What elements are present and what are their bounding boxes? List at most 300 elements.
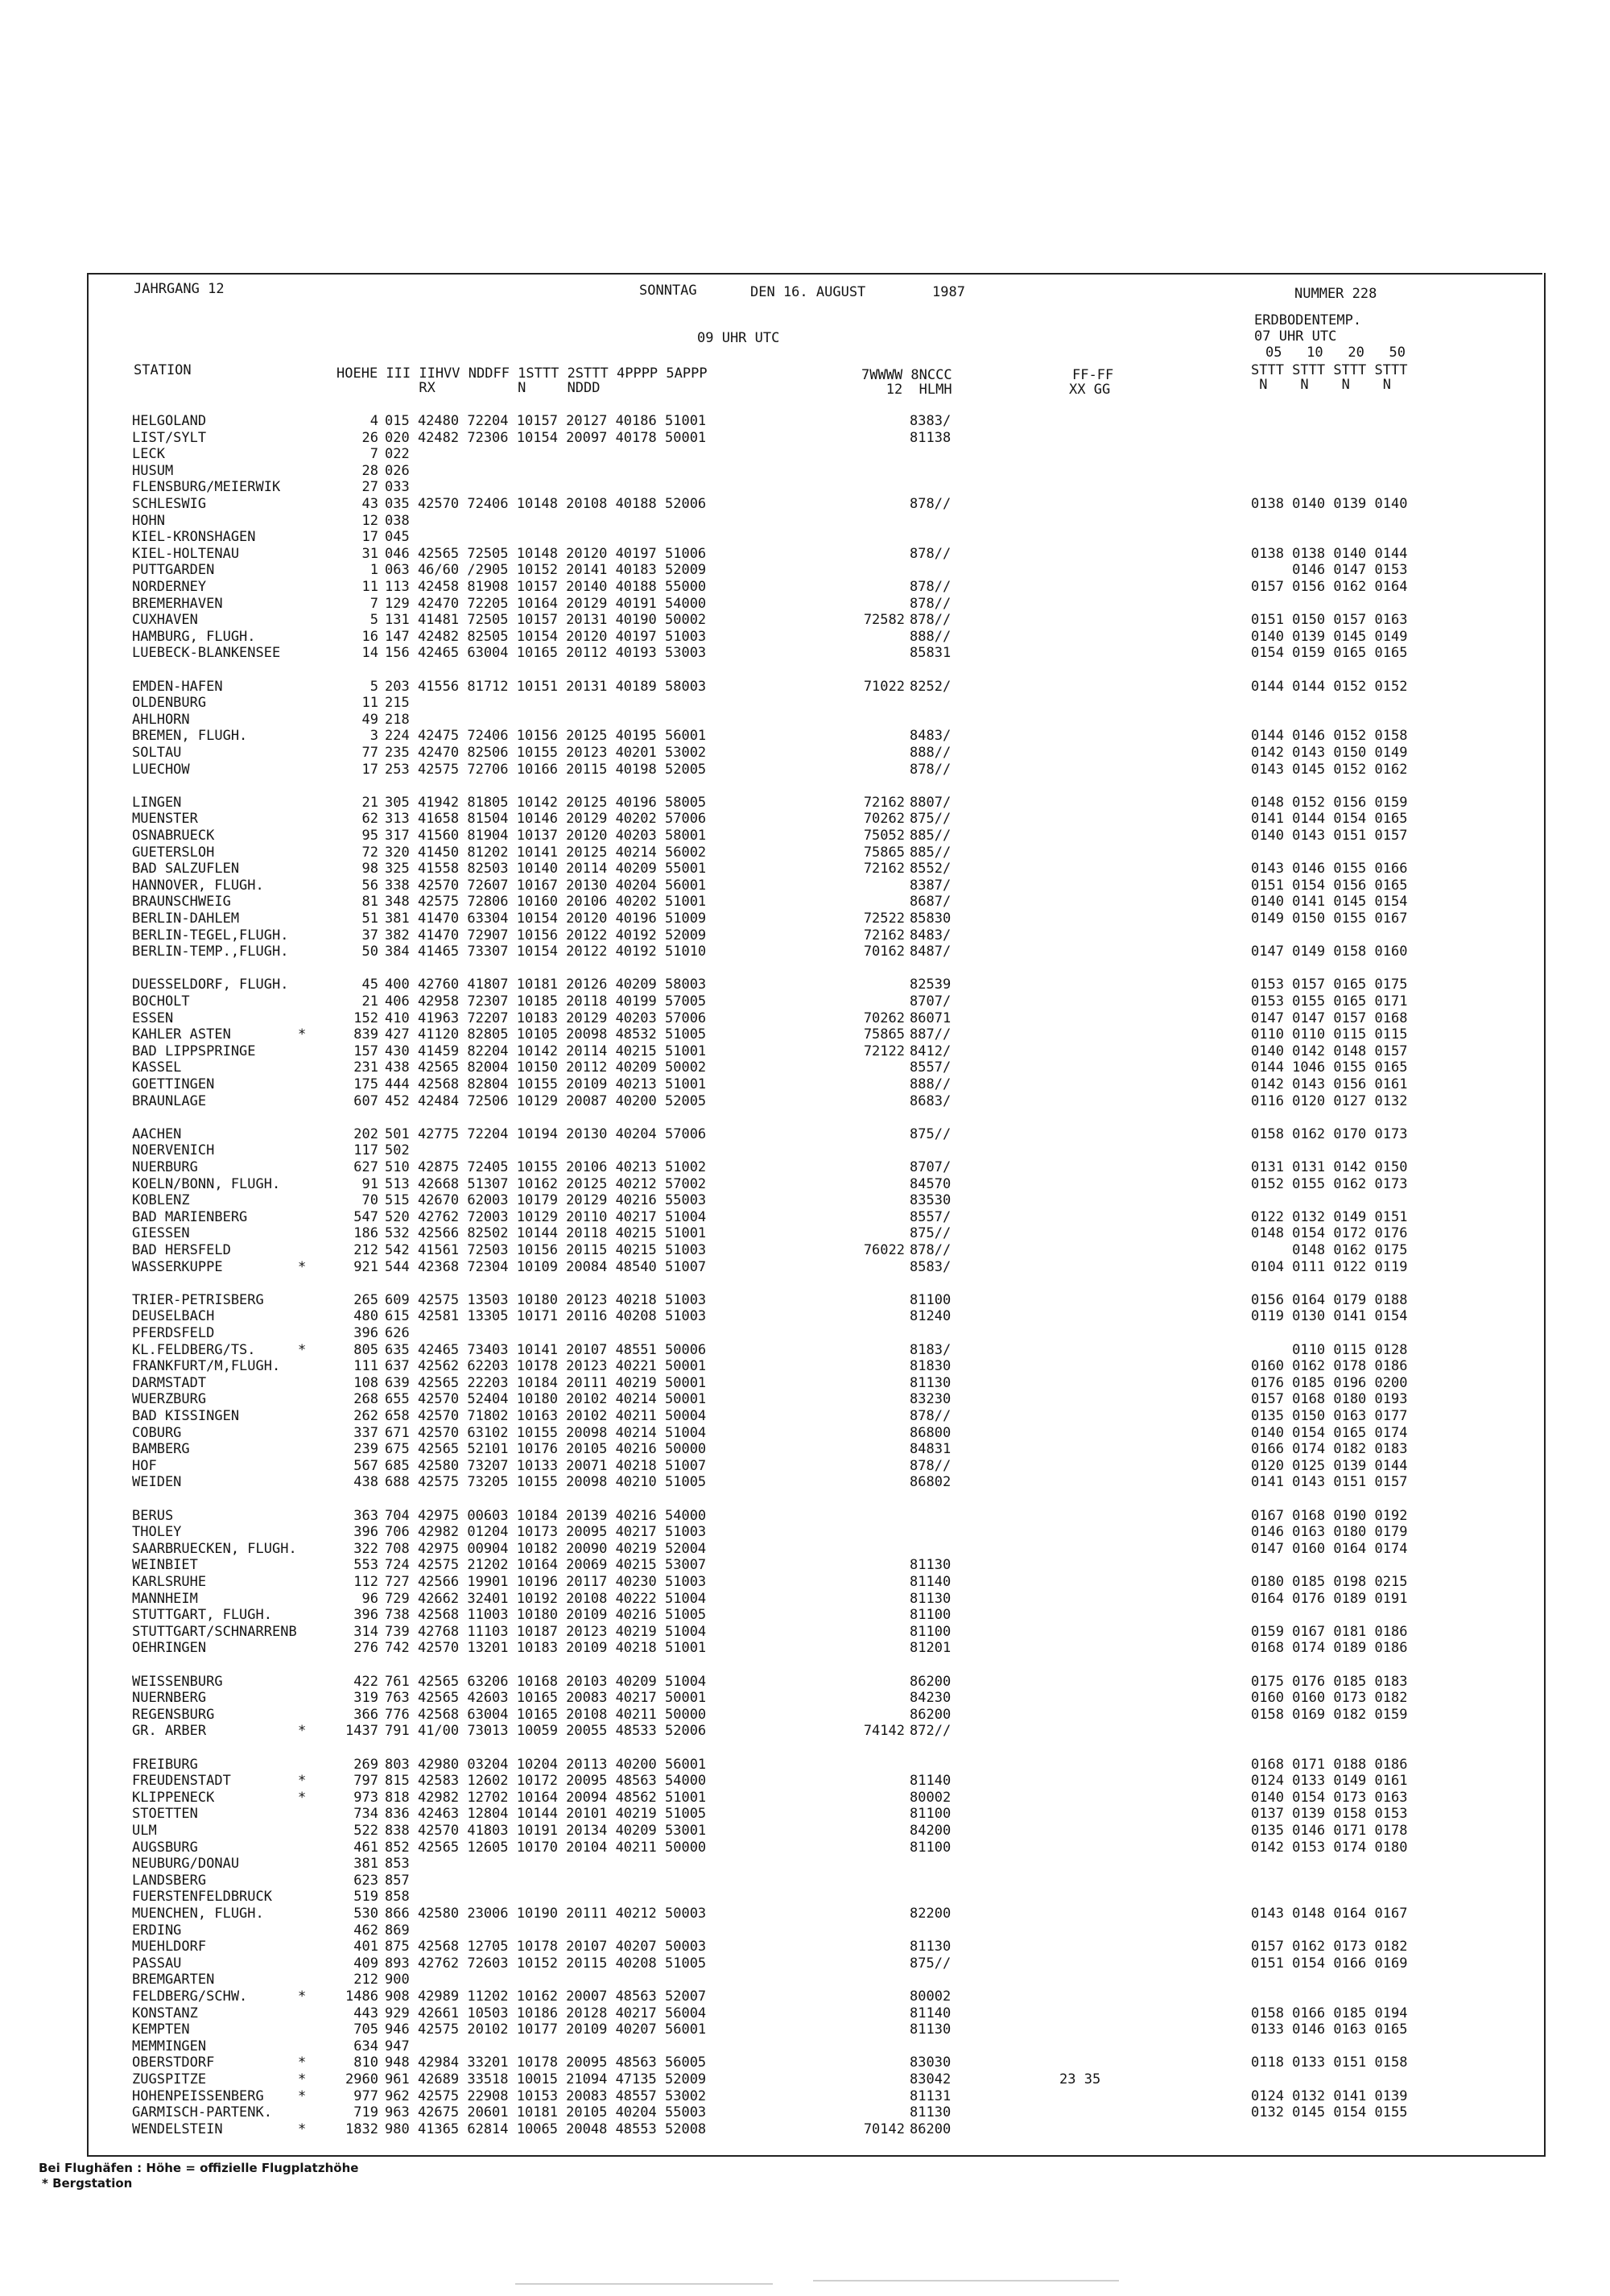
- station-height: 95: [361, 828, 378, 844]
- cloud-group: 84570: [910, 1176, 952, 1192]
- synop-groups: 430 41459 82204 10142 20114 40215 51001: [385, 1043, 707, 1059]
- station-name: WASSERKUPPE: [132, 1259, 223, 1275]
- table-row: [89, 1591, 1544, 1607]
- station-name: NORDERNEY: [132, 579, 207, 595]
- station-height: 11: [361, 695, 378, 711]
- cloud-group: 83530: [910, 1192, 952, 1208]
- synop-groups: 609 42575 13503 10180 20123 40218 51003: [385, 1292, 707, 1308]
- cloud-group: 81100: [910, 1806, 952, 1822]
- table-row: [89, 1391, 1544, 1407]
- soil-temps: 0147 0160 0164 0174: [1251, 1541, 1408, 1557]
- synop-groups: 727 42566 19901 10196 20117 40230 51003: [385, 1574, 707, 1590]
- soil-temps: 0131 0131 0142 0150: [1251, 1159, 1408, 1175]
- soil-temps: 0151 0154 0166 0169: [1251, 1955, 1408, 1972]
- station-name: FELDBERG/SCHW.: [132, 1988, 248, 2005]
- station-name: LECK: [132, 446, 165, 462]
- soil-temps: 0180 0185 0198 0215: [1251, 1574, 1408, 1590]
- station-name: BAD SALZUFLEN: [132, 861, 240, 877]
- table-row: [89, 1757, 1544, 1773]
- table-row: [89, 762, 1544, 778]
- station-name: MUENSTER: [132, 811, 198, 827]
- soil-temps: 0142 0143 0150 0149: [1251, 745, 1408, 761]
- table-row: [89, 977, 1544, 993]
- station-name: MUEHLDORF: [132, 1939, 207, 1955]
- station-height: 3: [369, 728, 378, 744]
- table-row: [89, 579, 1544, 595]
- cloud-group: 86200: [910, 1707, 952, 1723]
- table-row: [89, 1408, 1544, 1424]
- mountain-marker: *: [298, 1773, 307, 1789]
- soil-temps: 0159 0167 0181 0186: [1251, 1624, 1408, 1640]
- weather-group: 70142: [863, 2121, 905, 2137]
- station-height: 56: [361, 878, 378, 894]
- cloud-group: 81830: [910, 1358, 952, 1374]
- cloud-group: 8383/: [910, 413, 952, 429]
- station-height: 5: [369, 612, 378, 628]
- station-height: 77: [361, 745, 378, 761]
- cloud-group: 81100: [910, 1292, 952, 1308]
- station-name: HAMBURG, FLUGH.: [132, 629, 256, 645]
- weather-group: 72582: [863, 612, 905, 628]
- cloud-group: 81130: [910, 2021, 952, 2038]
- weather-group: 71022: [863, 679, 905, 695]
- synop-groups: 156 42465 63004 10165 20112 40193 53003: [385, 645, 707, 661]
- station-name: KAHLER ASTEN: [132, 1026, 231, 1043]
- station-name: OSNABRUECK: [132, 828, 215, 844]
- station-height: 108: [353, 1375, 378, 1391]
- table-row: [89, 1906, 1544, 1922]
- synop-groups: 520 42762 72003 10129 20110 40217 51004: [385, 1209, 707, 1225]
- soil-temps: 0156 0164 0179 0188: [1251, 1292, 1408, 1308]
- soil-temps: 0147 0149 0158 0160: [1251, 944, 1408, 960]
- station-name: ZUGSPITZE: [132, 2071, 207, 2087]
- station-height: 634: [353, 2038, 378, 2054]
- soil-temps: 0176 0185 0196 0200: [1251, 1375, 1408, 1391]
- station-name: FREUDENSTADT: [132, 1773, 231, 1789]
- soil-temps: 0141 0144 0154 0165: [1251, 811, 1408, 827]
- station-name: ERDING: [132, 1922, 182, 1939]
- soil-temps: 0153 0155 0165 0171: [1251, 993, 1408, 1010]
- synop-groups: 947: [385, 2038, 410, 2054]
- synop-groups: 305 41942 81805 10142 20125 40196 58005: [385, 795, 707, 811]
- station-height: 530: [353, 1906, 378, 1922]
- cloud-group: 81140: [910, 1773, 952, 1789]
- station-height: 4: [369, 413, 378, 429]
- cloud-group: 82200: [910, 1906, 952, 1922]
- station-height: 72: [361, 844, 378, 861]
- synop-groups: 382 41470 72907 10156 20122 40192 52009: [385, 927, 707, 944]
- soil-temps: 0144 1046 0155 0165: [1251, 1059, 1408, 1076]
- cloud-group: 887//: [910, 1026, 952, 1043]
- soil-temps: 0138 0138 0140 0144: [1251, 546, 1408, 562]
- synop-groups: 818 42982 12702 10164 20094 48562 51001: [385, 1790, 707, 1806]
- station-height: 45: [361, 977, 378, 993]
- station-height: 96: [361, 1591, 378, 1607]
- station-name: KOBLENZ: [132, 1192, 190, 1208]
- table-row: [89, 413, 1544, 429]
- station-name: GIESSEN: [132, 1225, 190, 1241]
- synop-groups: 020 42482 72306 10154 20097 40178 50001: [385, 430, 707, 446]
- table-row: [89, 1425, 1544, 1441]
- soil-column-subheader: N N N N: [1251, 377, 1391, 393]
- station-height: 202: [353, 1126, 378, 1142]
- table-row: [89, 795, 1544, 811]
- table-row: [89, 612, 1544, 628]
- synop-groups: 635 42465 73403 10141 20107 48551 50006: [385, 1342, 707, 1358]
- station-height: 977: [353, 2088, 378, 2104]
- station-name: OBERSTDORF: [132, 2054, 215, 2071]
- station-height: 396: [353, 1524, 378, 1540]
- station-name: SOLTAU: [132, 745, 182, 761]
- cloud-group: 878//: [910, 496, 952, 512]
- station-height: 51: [361, 911, 378, 927]
- station-name: GR. ARBER: [132, 1723, 207, 1739]
- station-name: ESSEN: [132, 1010, 174, 1026]
- table-row: [89, 1093, 1544, 1109]
- table-row: [89, 1043, 1544, 1059]
- station-name: BREMERHAVEN: [132, 596, 223, 612]
- station-name: GARMISCH-PARTENK.: [132, 2104, 272, 2120]
- soil-time-label: 07 UHR UTC: [1254, 328, 1337, 345]
- mountain-marker: *: [298, 1259, 307, 1275]
- station-name: LUEBECK-BLANKENSEE: [132, 645, 281, 661]
- soil-temps: 0167 0168 0190 0192: [1251, 1508, 1408, 1524]
- table-row: [89, 1308, 1544, 1324]
- synop-groups: 815 42583 12602 10172 20095 48563 54000: [385, 1773, 707, 1789]
- cloud-group: 8707/: [910, 1159, 952, 1175]
- table-row: [89, 2071, 1544, 2087]
- table-row: [89, 1126, 1544, 1142]
- table-row: [89, 1607, 1544, 1623]
- table-row: [89, 1026, 1544, 1043]
- soil-temps: 0147 0147 0157 0168: [1251, 1010, 1408, 1026]
- station-name: BAD MARIENBERG: [132, 1209, 248, 1225]
- soil-temps: 0151 0150 0157 0163: [1251, 612, 1408, 628]
- station-name: COBURG: [132, 1425, 182, 1441]
- table-row: [89, 2054, 1544, 2071]
- station-name: PUTTGARDEN: [132, 562, 215, 578]
- station-height: 1832: [345, 2121, 378, 2137]
- synop-groups: 776 42568 63004 10165 20108 40211 50000: [385, 1707, 707, 1723]
- station-height: 422: [353, 1674, 378, 1690]
- station-column-header: STATION: [134, 362, 192, 378]
- station-height: 7: [369, 446, 378, 462]
- table-row: [89, 1010, 1544, 1026]
- weather-group: 76022: [863, 1242, 905, 1258]
- station-name: SAARBRUECKEN, FLUGH.: [132, 1541, 297, 1557]
- station-height: 480: [353, 1308, 378, 1324]
- weather-group: 74142: [863, 1723, 905, 1739]
- soil-temps: 0141 0143 0151 0157: [1251, 1474, 1408, 1490]
- station-height: 28: [361, 463, 378, 479]
- station-name: FLENSBURG/MEIERWIK: [132, 479, 281, 495]
- soil-temps: 0116 0120 0127 0132: [1251, 1093, 1408, 1109]
- synop-groups: 022: [385, 446, 410, 462]
- scan-artifact: [515, 2283, 773, 2285]
- cloud-group: 8387/: [910, 878, 952, 894]
- footnote-mountain-station: * Bergstation: [42, 2176, 133, 2191]
- cloud-group: 84831: [910, 1441, 952, 1457]
- soil-temps: 0144 0144 0152 0152: [1251, 679, 1408, 695]
- table-row: [89, 1242, 1544, 1258]
- soil-temps: 0158 0166 0185 0194: [1251, 2005, 1408, 2021]
- station-height: 519: [353, 1889, 378, 1905]
- synop-groups: 961 42689 33518 10015 21094 47135 52009: [385, 2071, 707, 2087]
- cloud-group: 885//: [910, 828, 952, 844]
- table-row: [89, 446, 1544, 462]
- synop-groups: 626: [385, 1325, 410, 1341]
- synop-groups: 406 42958 72307 10185 20118 40199 57005: [385, 993, 707, 1010]
- station-name: LINGEN: [132, 795, 182, 811]
- weather-group: 75865: [863, 844, 905, 861]
- table-row: [89, 2021, 1544, 2038]
- table-row: [89, 1674, 1544, 1690]
- synop-groups: 869: [385, 1922, 410, 1939]
- synop-groups: 113 42458 81908 10157 20140 40188 55000: [385, 579, 707, 595]
- station-height: 5: [369, 679, 378, 695]
- station-name: NEUBURG/DONAU: [132, 1856, 240, 1872]
- synop-groups: 046 42565 72505 10148 20120 40197 51006: [385, 546, 707, 562]
- synop-groups: 338 42570 72607 10167 20130 40204 56001: [385, 878, 707, 894]
- year-label: 1987: [932, 284, 965, 300]
- table-row: [89, 1790, 1544, 1806]
- station-name: GUETERSLOH: [132, 844, 215, 861]
- weather-group: 75052: [863, 828, 905, 844]
- synop-groups: 763 42565 42603 10165 20083 40217 50001: [385, 1690, 707, 1706]
- synop-groups: 671 42570 63102 10155 20098 40214 51004: [385, 1425, 707, 1441]
- synop-groups: 761 42565 63206 10168 20103 40209 51004: [385, 1674, 707, 1690]
- table-row: [89, 745, 1544, 761]
- jahrgang-label: JAHRGANG 12: [134, 281, 225, 297]
- synop-groups: 739 42768 11103 10187 20123 40219 51004: [385, 1624, 707, 1640]
- table-row: [89, 1441, 1544, 1457]
- date-label: DEN 16. AUGUST: [750, 284, 866, 300]
- table-row: [89, 1292, 1544, 1308]
- soil-column-header: STTT STTT STTT STTT: [1251, 362, 1408, 378]
- station-height: 319: [353, 1690, 378, 1706]
- weekday-label: SONNTAG: [639, 283, 697, 299]
- table-row: [89, 1225, 1544, 1241]
- cloud-group: 888//: [910, 745, 952, 761]
- station-height: 810: [353, 2054, 378, 2071]
- cloud-group: 8807/: [910, 795, 952, 811]
- weather-group: 72162: [863, 861, 905, 877]
- soil-temps: 0158 0169 0182 0159: [1251, 1707, 1408, 1723]
- station-name: HOF: [132, 1458, 157, 1474]
- synop-groups: 655 42570 52404 10180 20102 40214 50001: [385, 1391, 707, 1407]
- synop-groups: 313 41658 81504 10146 20129 40202 57006: [385, 811, 707, 827]
- table-row: [89, 944, 1544, 960]
- cloud-group: 8483/: [910, 927, 952, 944]
- station-name: HUSUM: [132, 463, 174, 479]
- table-row: [89, 844, 1544, 861]
- station-name: BOCHOLT: [132, 993, 190, 1010]
- soil-temps: 0152 0155 0162 0173: [1251, 1176, 1408, 1192]
- synop-groups: 742 42570 13201 10183 20109 40218 51001: [385, 1640, 707, 1656]
- weather-group: 72162: [863, 795, 905, 811]
- soil-temps: 0140 0143 0151 0157: [1251, 828, 1408, 844]
- table-row: [89, 1192, 1544, 1208]
- table-row: [89, 1856, 1544, 1872]
- soil-temps: 0168 0171 0188 0186: [1251, 1757, 1408, 1773]
- station-name: BAMBERG: [132, 1441, 190, 1457]
- table-row: [89, 1690, 1544, 1706]
- table-row: [89, 513, 1544, 529]
- station-name: DARMSTADT: [132, 1375, 207, 1391]
- cloud-group: 878//: [910, 762, 952, 778]
- mountain-marker: *: [298, 2088, 307, 2104]
- cloud-group: 8552/: [910, 861, 952, 877]
- cloud-group: 888//: [910, 629, 952, 645]
- mountain-marker: *: [298, 1342, 307, 1358]
- station-height: 16: [361, 629, 378, 645]
- station-name: DEUSELBACH: [132, 1308, 215, 1324]
- station-name: EMDEN-HAFEN: [132, 679, 223, 695]
- station-height: 50: [361, 944, 378, 960]
- station-height: 268: [353, 1391, 378, 1407]
- synop-groups: 325 41558 82503 10140 20114 40209 55001: [385, 861, 707, 877]
- soil-temps: 0135 0146 0171 0178: [1251, 1823, 1408, 1839]
- station-name: KOELN/BONN, FLUGH.: [132, 1176, 281, 1192]
- soil-temps: 0153 0157 0165 0175: [1251, 977, 1408, 993]
- soil-temp-title: ERDBODENTEMP.: [1254, 312, 1362, 328]
- cloud-group: 8252/: [910, 679, 952, 695]
- cloud-group: 83230: [910, 1391, 952, 1407]
- soil-temps: 0140 0141 0145 0154: [1251, 894, 1408, 910]
- station-name: CUXHAVEN: [132, 612, 198, 628]
- station-height: 62: [361, 811, 378, 827]
- synop-groups: 544 42368 72304 10109 20084 48540 51007: [385, 1259, 707, 1275]
- table-row: [89, 1375, 1544, 1391]
- issue-number: NUMMER 228: [1294, 286, 1377, 302]
- table-row: [89, 1059, 1544, 1076]
- station-name: HOHN: [132, 513, 165, 529]
- station-height: 31: [361, 546, 378, 562]
- station-name: KIEL-HOLTENAU: [132, 546, 240, 562]
- cloud-group: 81130: [910, 1375, 952, 1391]
- station-height: 111: [353, 1358, 378, 1374]
- synop-groups: 513 42668 51307 10162 20125 40212 57002: [385, 1176, 707, 1192]
- station-height: 37: [361, 927, 378, 944]
- table-row: [89, 1342, 1544, 1358]
- station-name: BAD HERSFELD: [132, 1242, 231, 1258]
- mountain-marker: *: [298, 2054, 307, 2071]
- station-name: STUTTGART, FLUGH.: [132, 1607, 272, 1623]
- station-height: 43: [361, 496, 378, 512]
- station-name: BAD KISSINGEN: [132, 1408, 240, 1424]
- mountain-marker: *: [298, 1723, 307, 1739]
- cloud-group: 80002: [910, 1790, 952, 1806]
- station-height: 186: [353, 1225, 378, 1241]
- station-height: 462: [353, 1922, 378, 1939]
- cloud-group: 81130: [910, 1557, 952, 1573]
- station-height: 921: [353, 1259, 378, 1275]
- synop-groups: 639 42565 22203 10184 20111 40219 50001: [385, 1375, 707, 1391]
- synop-groups: 033: [385, 479, 410, 495]
- station-name: FUERSTENFELDBRUCK: [132, 1889, 272, 1905]
- mountain-marker: *: [298, 1988, 307, 2005]
- cloud-group: 872//: [910, 1723, 952, 1739]
- station-height: 175: [353, 1076, 378, 1092]
- cloud-group: 878//: [910, 612, 952, 628]
- table-row: [89, 993, 1544, 1010]
- cloud-group: 81131: [910, 2088, 952, 2104]
- station-name: WUERZBURG: [132, 1391, 207, 1407]
- station-name: LUECHOW: [132, 762, 190, 778]
- soil-temps: 0119 0130 0141 0154: [1251, 1308, 1408, 1324]
- synop-groups: 224 42475 72406 10156 20125 40195 56001: [385, 728, 707, 744]
- synop-groups: 515 42670 62003 10179 20129 40216 55003: [385, 1192, 707, 1208]
- soil-temps: 0157 0168 0180 0193: [1251, 1391, 1408, 1407]
- station-name: BAD LIPPSPRINGE: [132, 1043, 256, 1059]
- table-row: [89, 1508, 1544, 1524]
- table-row: [89, 529, 1544, 545]
- station-height: 1: [369, 562, 378, 578]
- station-height: 719: [353, 2104, 378, 2120]
- station-name: TRIER-PETRISBERG: [132, 1292, 264, 1308]
- station-name: WEIDEN: [132, 1474, 182, 1490]
- soil-temps: 0140 0154 0165 0174: [1251, 1425, 1408, 1441]
- station-height: 363: [353, 1508, 378, 1524]
- footnote-airport-height: Bei Flughäfen : Höhe = offizielle Flugplatzhöhe: [39, 2161, 359, 2175]
- cloud-group: 81140: [910, 2005, 952, 2021]
- station-name: DUESSELDORF, FLUGH.: [132, 977, 289, 993]
- station-name: HOHENPEISSENBERG: [132, 2088, 264, 2104]
- soil-temps: 0110 0110 0115 0115: [1251, 1026, 1408, 1043]
- station-name: MEMMINGEN: [132, 2038, 207, 2054]
- station-name: HANNOVER, FLUGH.: [132, 878, 264, 894]
- station-height: 212: [353, 1242, 378, 1258]
- station-height: 17: [361, 529, 378, 545]
- table-row: [89, 1458, 1544, 1474]
- cloud-group: 86200: [910, 1674, 952, 1690]
- station-height: 212: [353, 1972, 378, 1988]
- cloud-group: 8583/: [910, 1259, 952, 1275]
- synop-groups: 035 42570 72406 10148 20108 40188 52006: [385, 496, 707, 512]
- station-height: 567: [353, 1458, 378, 1474]
- station-name: NOERVENICH: [132, 1142, 215, 1158]
- table-row: [89, 1524, 1544, 1540]
- weather-group: 70262: [863, 1010, 905, 1026]
- table-row: [89, 894, 1544, 910]
- synop-groups: 688 42575 73205 10155 20098 40210 51005: [385, 1474, 707, 1490]
- table-row: [89, 1972, 1544, 1988]
- soil-temps: 0132 0145 0154 0155: [1251, 2104, 1408, 2120]
- station-height: 805: [353, 1342, 378, 1358]
- station-name: KARLSRUHE: [132, 1574, 207, 1590]
- table-row: [89, 1640, 1544, 1656]
- station-name: BRAUNLAGE: [132, 1093, 207, 1109]
- synop-groups: 410 41963 72207 10183 20129 40203 57006: [385, 1010, 707, 1026]
- station-name: STOETTEN: [132, 1806, 198, 1822]
- station-height: 98: [361, 861, 378, 877]
- synop-groups: 948 42984 33201 10178 20095 48563 56005: [385, 2054, 707, 2071]
- soil-temps: 0140 0154 0173 0163: [1251, 1790, 1408, 1806]
- weather-cloud-header: 7WWWW 8NCCC: [861, 367, 952, 383]
- synop-groups: 427 41120 82805 10105 20098 48532 51005: [385, 1026, 707, 1043]
- soil-temps: 0175 0176 0185 0183: [1251, 1674, 1408, 1690]
- station-height: 734: [353, 1806, 378, 1822]
- soil-temps: 0133 0146 0163 0165: [1251, 2021, 1408, 2038]
- station-height: 443: [353, 2005, 378, 2021]
- synop-groups: 501 42775 72204 10194 20130 40204 57006: [385, 1126, 707, 1142]
- station-height: 973: [353, 1790, 378, 1806]
- table-row: [89, 911, 1544, 927]
- station-name: NUERNBERG: [132, 1690, 207, 1706]
- station-name: REGENSBURG: [132, 1707, 215, 1723]
- soil-temps: 0138 0140 0139 0140: [1251, 496, 1408, 512]
- table-row: [89, 546, 1544, 562]
